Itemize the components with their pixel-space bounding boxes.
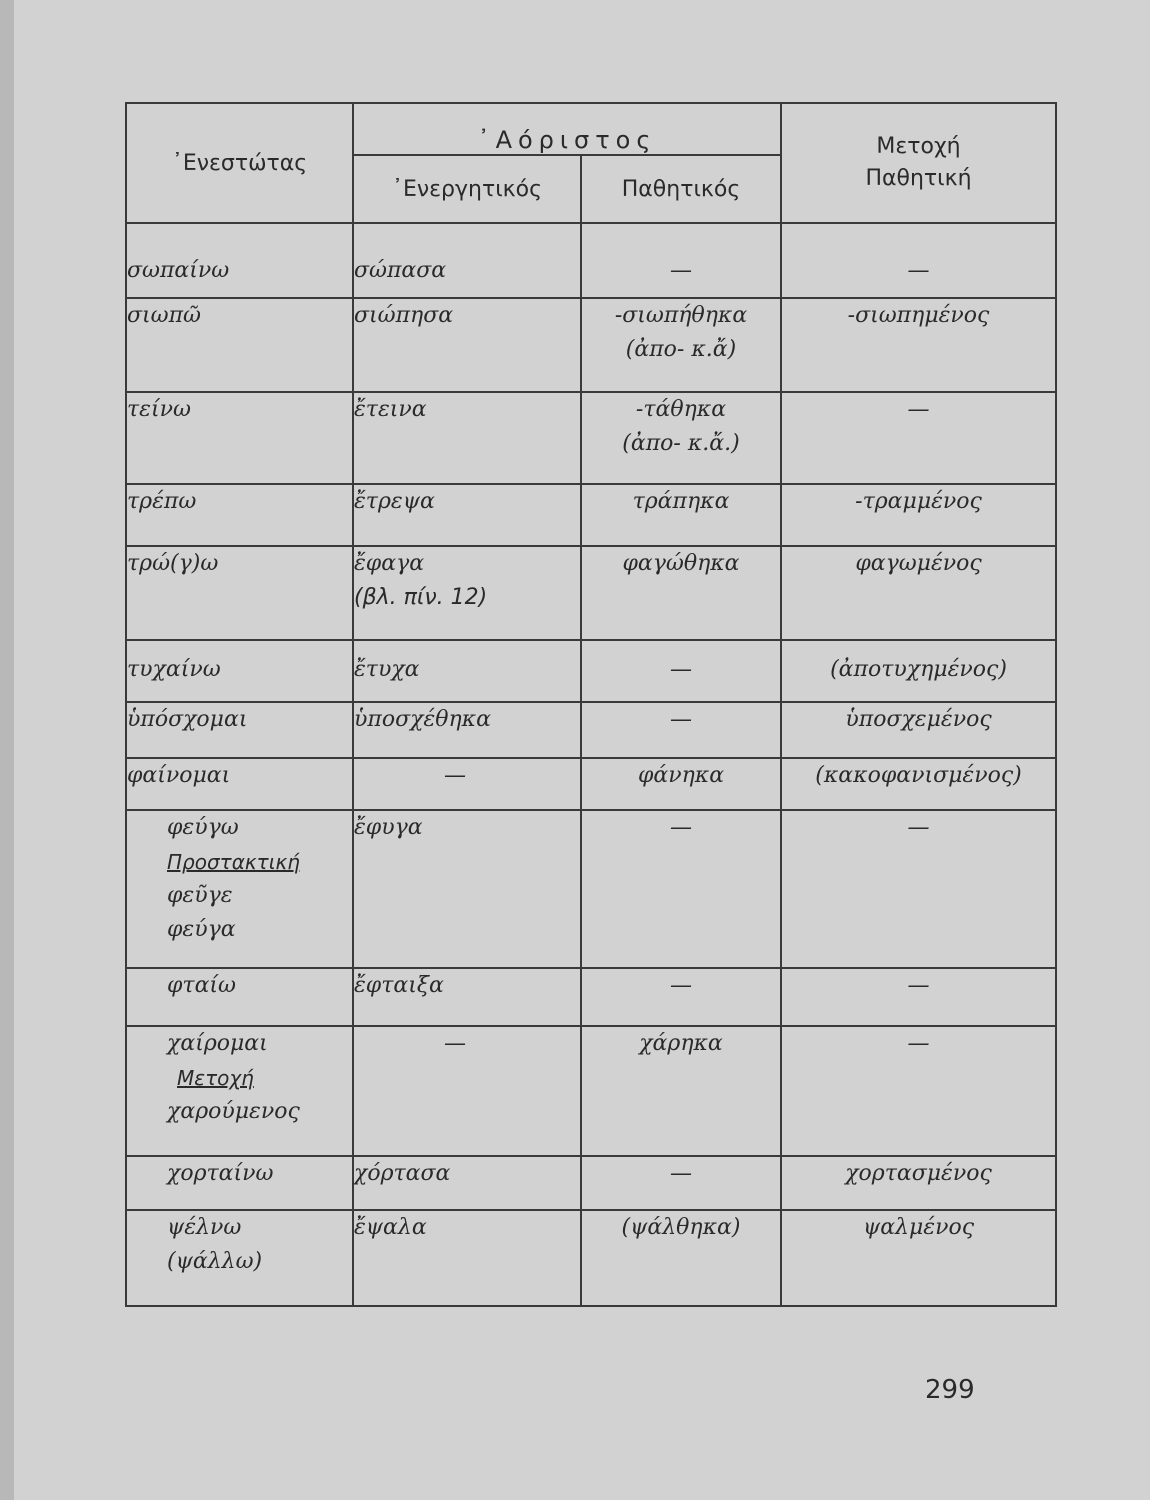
header-participle-line1: Μετοχή xyxy=(876,134,961,159)
present-cell: τυχαίνω xyxy=(126,640,353,702)
passive-cell xyxy=(581,392,781,484)
active-cell xyxy=(353,546,581,640)
present-cell: τρέπω xyxy=(126,484,353,546)
participle-cell: ὑποσχεμένος xyxy=(781,702,1056,758)
active-form: ἔφαγα xyxy=(354,551,425,576)
present-cell xyxy=(126,1210,353,1306)
active-cell: — xyxy=(353,1026,581,1156)
active-note: (βλ. πίν. 12) xyxy=(354,585,488,610)
header-passive: Παθητικός xyxy=(581,155,781,223)
table-row xyxy=(126,546,1056,640)
header-participle-line2: Παθητική xyxy=(865,166,972,191)
verb-table xyxy=(125,102,1057,1307)
passive-cell: — xyxy=(581,1156,781,1210)
passive-note: (ἀπο- κ.ἄ.) xyxy=(622,431,740,456)
participle-cell: — xyxy=(781,968,1056,1026)
present-form: χαίρομαι xyxy=(167,1031,268,1056)
active-cell: ὑποσχέθηκα xyxy=(353,702,581,758)
present-cell: φαίνομαι xyxy=(126,758,353,810)
imperative-form: φεύγα xyxy=(167,917,236,942)
imperative-label: Προστακτική xyxy=(167,850,300,874)
table-row xyxy=(126,484,1056,546)
page-edge-shadow xyxy=(0,0,14,1500)
table-row xyxy=(126,810,1056,968)
header-present: ᾿Ενεστώτας xyxy=(126,103,353,223)
passive-cell: — xyxy=(581,968,781,1026)
present-cell: σιωπῶ xyxy=(126,298,353,392)
header-active: ᾿Ενεργητικός xyxy=(353,155,581,223)
participle-cell: (ἀποτυχημένος) xyxy=(781,640,1056,702)
header-participle xyxy=(781,103,1056,223)
table-row xyxy=(126,1156,1056,1210)
participle-cell: -τραμμένος xyxy=(781,484,1056,546)
table-row xyxy=(126,968,1056,1026)
present-cell xyxy=(126,1026,353,1156)
present-cell: φταίω xyxy=(126,968,353,1026)
passive-form: -σιωπήθηκα xyxy=(614,303,748,328)
present-cell: σωπαίνω xyxy=(126,223,353,298)
participle-cell: — xyxy=(781,810,1056,968)
active-cell: χόρτασα xyxy=(353,1156,581,1210)
passive-note: (ἀπο- κ.ἄ) xyxy=(625,337,737,362)
passive-cell: — xyxy=(581,223,781,298)
table-row xyxy=(126,1026,1056,1156)
present-form: ψέλνω xyxy=(167,1215,242,1240)
active-cell: ἔτυχα xyxy=(353,640,581,702)
passive-cell: φάνηκα xyxy=(581,758,781,810)
header-aorist: ᾿Αόριστος xyxy=(353,103,781,155)
present-cell: ὑπόσχομαι xyxy=(126,702,353,758)
participle-cell: φαγωμένος xyxy=(781,546,1056,640)
passive-cell: (ψάλθηκα) xyxy=(581,1210,781,1306)
present-cell xyxy=(126,810,353,968)
imperative-form: φεῦγε xyxy=(167,883,233,908)
table-row xyxy=(126,392,1056,484)
passive-cell: τράπηκα xyxy=(581,484,781,546)
passive-cell: — xyxy=(581,702,781,758)
participle-cell: — xyxy=(781,392,1056,484)
table-row xyxy=(126,298,1056,392)
passive-cell: χάρηκα xyxy=(581,1026,781,1156)
present-cell: τρώ(γ)ω xyxy=(126,546,353,640)
participle-label: Μετοχή xyxy=(177,1066,254,1090)
table-row xyxy=(126,758,1056,810)
present-variant: (ψάλλω) xyxy=(167,1249,263,1274)
passive-cell: — xyxy=(581,640,781,702)
present-form: φεύγω xyxy=(167,815,239,840)
table-row xyxy=(126,223,1056,298)
participle-cell: — xyxy=(781,1026,1056,1156)
table-row xyxy=(126,640,1056,702)
participle-cell: ψαλμένος xyxy=(781,1210,1056,1306)
active-cell: σιώπησα xyxy=(353,298,581,392)
active-cell: ἔτεινα xyxy=(353,392,581,484)
passive-cell: φαγώθηκα xyxy=(581,546,781,640)
active-cell: ἔφταιξα xyxy=(353,968,581,1026)
page-number: 299 xyxy=(925,1375,975,1405)
active-cell: — xyxy=(353,758,581,810)
participle-cell: -σιωπημένος xyxy=(781,298,1056,392)
present-cell: χορταίνω xyxy=(126,1156,353,1210)
participle-cell: — xyxy=(781,223,1056,298)
passive-cell: — xyxy=(581,810,781,968)
present-participle-form: χαρούμενος xyxy=(167,1099,300,1124)
passive-cell xyxy=(581,298,781,392)
active-cell: ἔψαλα xyxy=(353,1210,581,1306)
table-row xyxy=(126,702,1056,758)
table-row xyxy=(126,1210,1056,1306)
participle-cell: χορτασμένος xyxy=(781,1156,1056,1210)
participle-cell: (κακοφανισμένος) xyxy=(781,758,1056,810)
passive-form: -τάθηκα xyxy=(635,397,727,422)
active-cell: σώπασα xyxy=(353,223,581,298)
active-cell: ἔφυγα xyxy=(353,810,581,968)
active-cell: ἔτρεψα xyxy=(353,484,581,546)
present-cell: τείνω xyxy=(126,392,353,484)
